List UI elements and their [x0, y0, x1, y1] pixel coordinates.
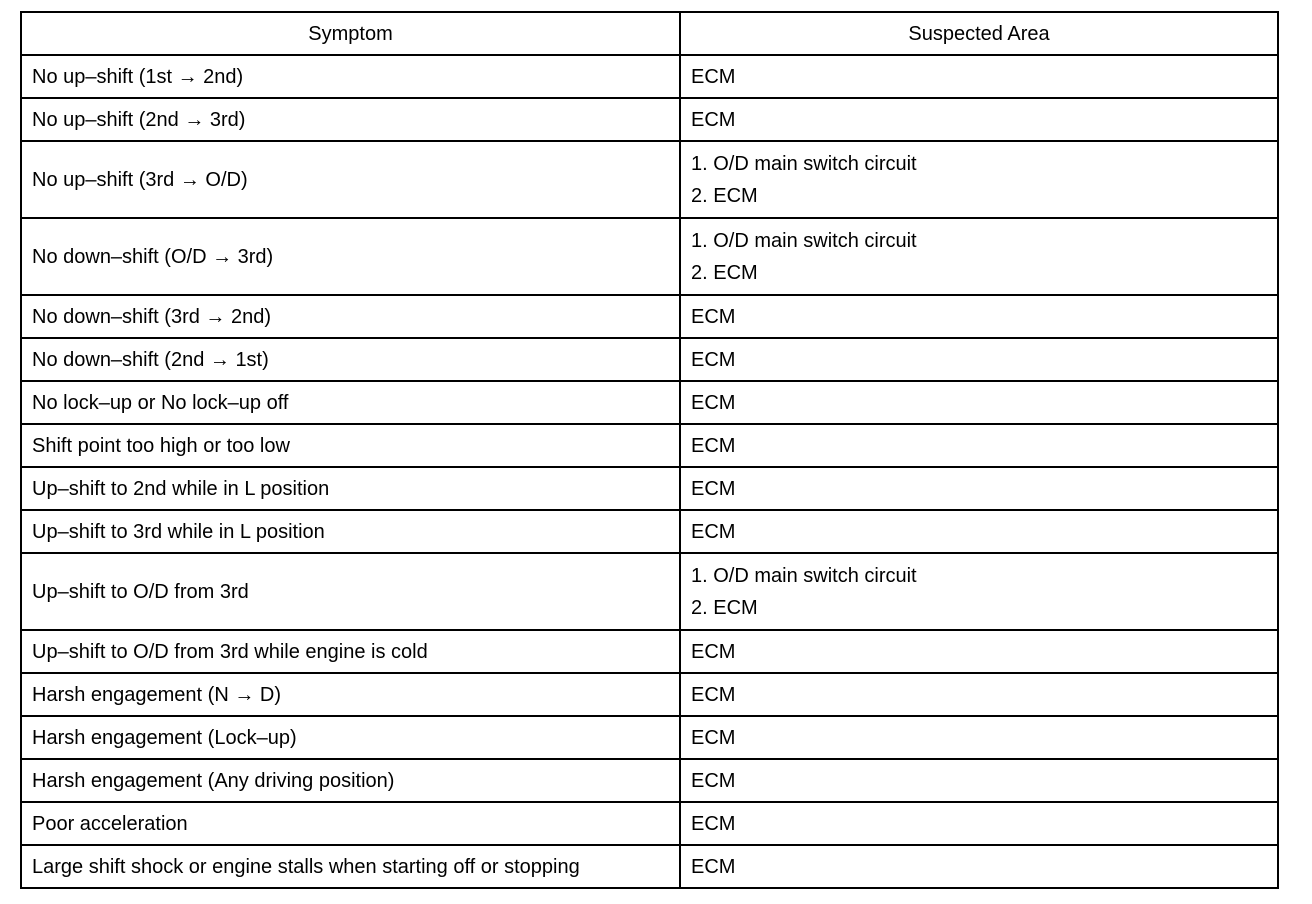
suspected-area-header: Suspected Area [680, 12, 1278, 55]
suspected-area-item: ECM [691, 348, 736, 371]
suspected-area-cell [680, 716, 1278, 759]
suspected-area-cell [680, 759, 1278, 802]
symptom-cell: Harsh engagement (Any driving position) [21, 759, 680, 802]
table-row [21, 845, 1278, 888]
suspected-area-item: 2. ECM [691, 184, 758, 207]
table-row [21, 510, 1278, 553]
table-row [21, 424, 1278, 467]
symptom-cell: No lock–up or No lock–up off [21, 381, 680, 424]
table-row [21, 802, 1278, 845]
table-row [21, 141, 1278, 218]
table-row [21, 553, 1278, 630]
suspected-area-cell [680, 553, 1278, 630]
suspected-area-cell [680, 630, 1278, 673]
suspected-area-item: 1. O/D main switch circuit [691, 229, 917, 252]
suspected-area-item: ECM [691, 477, 736, 500]
symptom-cell: No up–shift (1st → 2nd) [21, 55, 680, 98]
suspected-area-cell [680, 802, 1278, 845]
suspected-area-cell [680, 845, 1278, 888]
symptom-header: Symptom [21, 12, 680, 55]
table-body [21, 55, 1278, 888]
suspected-area-cell [680, 98, 1278, 141]
suspected-area-cell [680, 673, 1278, 716]
suspected-area-cell [680, 141, 1278, 218]
symptom-cell: No down–shift (2nd → 1st) [21, 338, 680, 381]
table-row [21, 716, 1278, 759]
symptom-cell: Up–shift to 2nd while in L position [21, 467, 680, 510]
symptom-cell: Up–shift to 3rd while in L position [21, 510, 680, 553]
table-row [21, 338, 1278, 381]
suspected-area-item: 1. O/D main switch circuit [691, 152, 917, 175]
symptom-cell: Large shift shock or engine stalls when starting off or stopping [21, 845, 680, 888]
suspected-area-cell [680, 510, 1278, 553]
symptom-cell: Harsh engagement (N → D) [21, 673, 680, 716]
symptom-cell: Up–shift to O/D from 3rd while engine is cold [21, 630, 680, 673]
table-row [21, 381, 1278, 424]
suspected-area-item: 2. ECM [691, 596, 758, 619]
suspected-area-item: ECM [691, 726, 736, 749]
suspected-area-cell [680, 424, 1278, 467]
symptom-cell: No up–shift (2nd → 3rd) [21, 98, 680, 141]
suspected-area-item: 1. O/D main switch circuit [691, 564, 917, 587]
header-row [21, 12, 1278, 55]
suspected-area-cell [680, 55, 1278, 98]
symptom-table [20, 11, 1279, 889]
symptom-cell: No down–shift (O/D → 3rd) [21, 218, 680, 295]
suspected-area-item: ECM [691, 683, 736, 706]
suspected-area-cell [680, 338, 1278, 381]
suspected-area-item: ECM [691, 434, 736, 457]
suspected-area-item: 2. ECM [691, 261, 758, 284]
table-row [21, 759, 1278, 802]
symptom-cell: No up–shift (3rd → O/D) [21, 141, 680, 218]
table-row [21, 467, 1278, 510]
symptom-cell: Shift point too high or too low [21, 424, 680, 467]
suspected-area-item: ECM [691, 520, 736, 543]
table-row [21, 295, 1278, 338]
symptom-cell: Harsh engagement (Lock–up) [21, 716, 680, 759]
table-row [21, 673, 1278, 716]
symptom-cell: Up–shift to O/D from 3rd [21, 553, 680, 630]
suspected-area-item: ECM [691, 812, 736, 835]
symptom-cell: Poor acceleration [21, 802, 680, 845]
suspected-area-cell [680, 295, 1278, 338]
table-row [21, 98, 1278, 141]
table-row [21, 218, 1278, 295]
table-row [21, 55, 1278, 98]
suspected-area-item: ECM [691, 391, 736, 414]
symptom-cell: No down–shift (3rd → 2nd) [21, 295, 680, 338]
suspected-area-cell [680, 381, 1278, 424]
suspected-area-cell [680, 467, 1278, 510]
suspected-area-item: ECM [691, 305, 736, 328]
suspected-area-cell [680, 218, 1278, 295]
suspected-area-item: ECM [691, 769, 736, 792]
table-row [21, 630, 1278, 673]
suspected-area-item: ECM [691, 640, 736, 663]
suspected-area-item: ECM [691, 108, 736, 131]
suspected-area-item: ECM [691, 65, 736, 88]
suspected-area-item: ECM [691, 855, 736, 878]
